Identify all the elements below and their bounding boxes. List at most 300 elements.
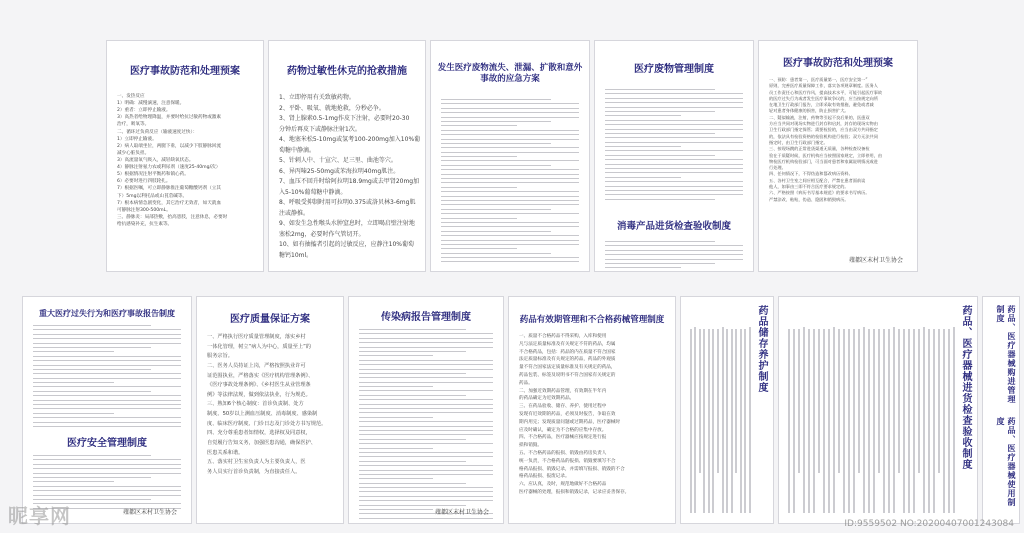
panel-bottom-3	[348, 296, 504, 524]
text-line	[441, 213, 579, 214]
text-line	[605, 111, 715, 112]
text-line	[359, 509, 433, 510]
text-column	[848, 329, 850, 513]
body-line: 指定时，由卫生行政部门指定。	[769, 139, 828, 145]
watermark-id: ID:9559502 NO:20200407001243084	[844, 519, 1014, 529]
text-line	[359, 404, 493, 405]
text-column	[878, 329, 880, 473]
text-line	[441, 248, 517, 249]
body-line: 二、医务人员持证上岗，严格按照执业许可	[207, 362, 306, 369]
text-column	[694, 327, 696, 513]
body-line: 给抗感染补充，抗生素等。	[117, 221, 173, 227]
text-column	[699, 329, 701, 473]
text-line	[359, 456, 493, 457]
text-line	[441, 130, 579, 131]
body-line: 4、地塞米松5-10mg或氢考100-200mg加入10%葡	[279, 136, 421, 143]
text-line	[605, 267, 681, 268]
text-column	[928, 329, 930, 513]
body-line: 1、立即停用有关致敏药物。	[279, 94, 355, 101]
text-column	[712, 329, 714, 513]
body-line: 糖钙10ml。	[279, 251, 313, 259]
text-line	[441, 152, 579, 153]
text-line	[359, 505, 466, 506]
panel-title: 药品储存养护制度	[756, 305, 767, 393]
text-line	[33, 468, 181, 469]
text-line	[359, 470, 493, 471]
panel-title: 药物过敏性休克的抢救措施	[287, 66, 407, 77]
text-column	[888, 329, 890, 513]
text-line	[359, 434, 493, 435]
body-line: 三、静脉炎：局部热敷，抬高患肢，注意休息，必要时	[117, 214, 228, 220]
panel-title: 医疗质量保证方案	[230, 314, 310, 325]
text-line	[441, 112, 579, 113]
text-line	[605, 89, 715, 90]
panel-top-5	[758, 40, 918, 272]
text-line	[359, 386, 433, 387]
text-column	[823, 329, 825, 513]
text-line	[605, 137, 743, 138]
panel-body	[605, 89, 743, 203]
text-line	[605, 263, 715, 264]
text-line	[605, 107, 743, 108]
text-line	[33, 373, 181, 374]
text-line	[441, 196, 579, 197]
panel-title: 药品有效期管理和不合格药械管理制度	[519, 315, 665, 325]
text-line	[441, 257, 579, 258]
text-line	[33, 413, 114, 414]
text-line	[359, 430, 493, 431]
text-line	[359, 347, 493, 348]
panel-top-4	[594, 40, 754, 272]
text-line	[441, 235, 579, 236]
panel-top-1	[106, 40, 264, 272]
text-line	[359, 355, 433, 356]
text-line	[359, 329, 466, 330]
body-line: 六、严格按照《病历书写基本规范》的要求书写病历。	[769, 190, 870, 196]
body-line: 三、按现场跳的正常进货渠道无质量，各种检查设备检	[769, 146, 870, 152]
text-line	[441, 134, 579, 135]
body-line: 损和销毁。	[519, 443, 542, 449]
panel-body	[279, 93, 421, 261]
text-line	[605, 177, 681, 178]
text-line	[605, 102, 743, 103]
body-line: 量不符合国家法定质量标准及有关规定的药品，	[519, 365, 616, 371]
body-line: 制度、50岁以上测血压制度、消毒制度、感染制	[207, 411, 318, 417]
watermark-logo: 昵享网	[8, 504, 71, 528]
body-line: 6）必要时进行四肢轮扎。	[117, 179, 171, 185]
text-line	[33, 347, 151, 348]
panel-body	[785, 327, 955, 513]
text-line	[33, 395, 181, 396]
text-column	[943, 329, 945, 513]
body-line: 3）高热者给物理降温，并要时给抗过敏药物或激素	[117, 115, 221, 121]
body-line: 一、发热反应	[117, 94, 145, 99]
text-line	[359, 373, 466, 374]
panel-footer: 薤都区末村卫生协会	[434, 509, 489, 516]
text-line	[359, 382, 493, 383]
text-line	[605, 172, 743, 173]
text-column	[953, 327, 955, 513]
text-line	[605, 181, 743, 182]
text-column	[731, 329, 733, 513]
text-line	[359, 377, 493, 378]
panel-bottom-7	[982, 296, 1020, 524]
text-line	[359, 412, 493, 413]
body-line: 医患关系和谐。	[207, 449, 244, 456]
text-line	[359, 342, 493, 343]
panel-body	[441, 99, 579, 266]
text-line	[605, 133, 715, 134]
body-line: 在地卫生行政部门报告，立即采取有效措施，避免或者减	[769, 102, 874, 108]
text-line	[359, 333, 493, 334]
text-line	[605, 115, 681, 116]
text-line	[441, 160, 579, 161]
text-column	[803, 327, 805, 513]
body-line: 医疗器械的处理，报损和销毁记录，记录应妥善保存。	[519, 489, 630, 495]
text-column	[722, 327, 724, 513]
body-line: 减少心脏负担。	[117, 150, 150, 156]
text-line	[605, 241, 715, 242]
text-line	[359, 408, 493, 409]
body-line: 8、呼吸受抑制时用可拉明0.375或洛贝林3-6mg肌	[279, 199, 416, 206]
text-line	[33, 325, 151, 326]
body-line: 药品包装、标签及说明书不符合国家有关规定的	[519, 372, 616, 378]
text-line	[441, 121, 551, 122]
text-column	[717, 329, 719, 473]
body-line: 下）5mg以利托品或山莨菪碱等。	[117, 193, 188, 199]
panel-title: 发生医疗废物流失、泄漏、扩散和意外事故的应急方案	[437, 63, 583, 85]
panel-body	[769, 77, 907, 203]
text-line	[359, 395, 466, 396]
text-column	[690, 329, 692, 513]
text-line	[605, 142, 743, 143]
text-column	[813, 329, 815, 513]
panel-body	[117, 93, 253, 228]
body-line: 凡与法定质量标准及有关规定不符的药品，均属	[519, 341, 616, 347]
panel-body	[359, 329, 493, 522]
text-line	[359, 500, 493, 501]
text-line	[605, 245, 743, 246]
text-line	[359, 399, 493, 400]
text-line	[33, 329, 181, 330]
text-line	[359, 369, 493, 370]
body-line: 注或静推。	[279, 209, 310, 217]
text-line	[33, 334, 181, 335]
text-line	[359, 421, 493, 422]
body-line: 分钟后再皮下或静脉注射1次。	[279, 125, 361, 133]
text-column	[798, 329, 800, 473]
body-line: 一、质量不合格药品不得采购，入库和使用	[519, 334, 607, 339]
body-line: 一、严格执行医疗质量管理制度，落实乡村	[207, 334, 306, 340]
body-line: 《医疗事故处理条例》、《乡村医生从业管理条	[207, 382, 311, 389]
body-line: 的，依法具有检验资格的检验机构进行检验；双方无法共同	[769, 133, 878, 139]
text-line	[605, 168, 743, 169]
text-line	[441, 218, 517, 219]
text-line	[605, 155, 715, 156]
text-line	[33, 422, 181, 423]
body-line: 不合格药品，包括：药品的内在质量不符合国家	[519, 349, 616, 355]
text-column	[868, 329, 870, 513]
text-column	[749, 327, 751, 513]
body-line: 统一负责，不合格药品的报损、销毁要填写不合	[519, 458, 616, 464]
text-column	[818, 329, 820, 473]
text-column	[873, 329, 875, 513]
panel-body-2	[605, 241, 743, 272]
panel-title: 医疗事故防范和处理预案	[783, 58, 893, 69]
body-line: 入5-10%葡萄糖中静滴。	[279, 188, 347, 196]
text-line	[359, 483, 466, 484]
text-line	[359, 364, 493, 365]
text-line	[605, 164, 743, 165]
text-line	[359, 417, 433, 418]
text-column	[703, 329, 705, 513]
text-line	[359, 452, 493, 453]
text-line	[441, 182, 579, 183]
text-line	[359, 478, 433, 479]
panel-title: 医疗事故防范和处理预案	[130, 66, 240, 77]
body-line: 9、如发生急性喉头水肿窒息时，立即喝启壁注射地	[279, 220, 415, 227]
text-column	[923, 327, 925, 513]
text-column	[908, 329, 910, 513]
text-column	[833, 327, 835, 513]
body-line: 二、循环过负荷反应（输液速度过快）：	[117, 129, 198, 135]
text-line	[605, 194, 743, 195]
text-line	[441, 165, 551, 166]
text-line	[441, 253, 551, 254]
text-column	[726, 329, 728, 513]
text-line	[441, 244, 579, 245]
body-line: 萄糖中静滴。	[279, 146, 316, 154]
text-line	[33, 464, 181, 465]
text-column	[708, 329, 710, 513]
body-line: 服务宗旨。	[207, 353, 233, 360]
body-line: 五、落实村卫生室负责人为主要负责人，医	[207, 459, 306, 466]
text-line	[605, 254, 743, 255]
body-line: 发现有近效期的药品，必须及时报告，争取在效	[519, 411, 616, 417]
body-line: 方应当共同对现场实物进行封存和启封，封存的现场实物由	[769, 121, 878, 127]
body-line: 2）病人取端坐位，两腿下垂，以减少下肢静脉回流	[117, 143, 221, 149]
text-column	[788, 329, 790, 513]
body-line: 1）立即停止输液。	[117, 136, 157, 142]
text-line	[441, 187, 517, 188]
body-line: 原则，完善医疗质量保障工作，落实各项规章制度。医务人	[769, 83, 878, 89]
panel-bottom-5	[680, 296, 774, 524]
text-line	[359, 390, 493, 391]
text-line	[33, 417, 181, 418]
text-line	[33, 481, 114, 482]
text-line	[33, 490, 181, 491]
body-line: 可静脉注射300-500mL。	[117, 207, 171, 213]
text-line	[441, 240, 579, 241]
panel-title: 重大医疗过失行为和医疗事故报告制度	[39, 309, 175, 318]
text-column	[903, 329, 905, 513]
body-line: 轻对患者身体健康的损害，防止损害扩大。	[769, 108, 849, 114]
body-line: 期内用完；发现质量问题或过期药品，医疗器械时	[519, 419, 621, 425]
text-line	[33, 426, 181, 427]
panel-title: 药品、医疗器械进货检查验收制度	[960, 305, 971, 470]
text-line	[33, 455, 151, 456]
panel-title-2: 药品、医疗器械使用制度	[996, 417, 1016, 507]
text-line	[359, 439, 466, 440]
text-line	[359, 443, 493, 444]
text-column	[863, 327, 865, 513]
body-line: 6、异丙嗪25-50mg或苯海拉明40mg肌注。	[279, 167, 400, 175]
text-line	[441, 261, 579, 262]
text-line	[441, 222, 579, 223]
body-line: 7）根本病情急剧变化，其它治疗无效者，如天就血	[117, 200, 221, 206]
text-line	[605, 250, 743, 251]
body-line: 法定质量标准及有关规定的药品，药品的外观质	[519, 357, 616, 363]
text-line	[33, 391, 151, 392]
body-line: 三、在药品验收、储存、养护、使用过程中	[519, 404, 607, 410]
text-line	[605, 186, 743, 187]
panel-top-2	[268, 40, 426, 272]
body-line: 药品。	[519, 380, 533, 386]
body-line: 他人，如事由三即不符合医疗要求规定的。	[769, 184, 849, 190]
text-column	[808, 329, 810, 513]
text-column	[933, 329, 935, 513]
body-line: 治疗，吸氧等。	[117, 122, 150, 128]
body-line: 例》等法律法规，做到依法执业，行为规范。	[207, 391, 311, 398]
text-line	[33, 486, 181, 487]
panel-title: 传染病报告管理制度	[381, 312, 471, 323]
text-line	[33, 408, 181, 409]
panel-bottom-2	[196, 296, 344, 524]
body-line: 严禁涂改、粘贴，伪造、隐匿和销毁病历。	[769, 196, 849, 202]
text-line	[605, 159, 743, 160]
text-line	[441, 209, 551, 210]
body-line: 务人员实行首诊负责制，为直接责任人。	[207, 468, 301, 475]
text-line	[441, 226, 579, 227]
body-line: 10、如有抽搐者引起的过敏反应，应静注10%葡萄	[279, 241, 414, 248]
body-line: 2、平卧、吸氧、就地抢救，分秒必争。	[279, 104, 385, 112]
panel-title: 医疗废物管理制度	[634, 64, 714, 75]
text-line	[441, 147, 579, 148]
text-line	[359, 426, 493, 427]
text-line	[33, 338, 181, 339]
text-line	[441, 156, 517, 157]
body-line: 四、不合格药品，医疗器械应按规定进行报	[519, 435, 607, 441]
panel-title-2: 医疗安全管理制度	[67, 438, 147, 449]
text-column	[883, 329, 885, 513]
text-line	[33, 369, 151, 370]
text-column	[918, 329, 920, 473]
text-line	[33, 477, 151, 478]
body-line: 7、血压不回升时给阿拉明18.9mg或去甲肾20mg加	[279, 178, 420, 185]
text-line	[605, 120, 743, 121]
text-line	[359, 491, 493, 492]
text-column	[948, 329, 950, 513]
panel-body	[519, 333, 665, 497]
text-line	[605, 150, 743, 151]
text-line	[33, 365, 181, 366]
body-line: 四、充分尊重患者知情权，选择权及同意权，	[207, 430, 311, 437]
text-line	[33, 495, 181, 496]
text-line	[359, 351, 466, 352]
panel-title-2: 消毒产品进货检查验收制度	[616, 221, 731, 232]
text-line	[441, 139, 579, 140]
panel-body	[207, 333, 333, 477]
text-column	[828, 329, 830, 513]
text-line	[605, 129, 743, 130]
body-line: 5）根据情况注射平衡药和镇心药。	[117, 172, 189, 178]
body-line: 格药品报损、销毁记录，并需填写报损、销毁的不合	[519, 466, 625, 472]
panel-body	[687, 327, 751, 513]
body-line: 验在于质疑时候，医疗机构应当按照国家规定，立即停用，由	[769, 152, 883, 158]
text-line	[33, 473, 181, 474]
text-column	[898, 329, 900, 473]
body-line: 二、加强近效期药品管理，有效期在半年内	[519, 388, 607, 394]
text-line	[33, 343, 181, 344]
text-line	[359, 360, 493, 361]
body-line: 度、临床医疗制度、门诊日志及门诊处方书写规范。	[207, 420, 327, 427]
text-column	[893, 327, 895, 513]
body-line: 六、应认真，及时，规范地做好不合格药品	[519, 482, 607, 488]
text-line	[359, 518, 493, 519]
body-line: 应及时确认，确定为不合格的应集中存放。	[519, 427, 607, 433]
body-line: 的药品确定为近效期药品。	[519, 396, 575, 402]
text-line	[359, 487, 493, 488]
text-line	[33, 386, 181, 387]
text-line	[33, 351, 114, 352]
text-line	[441, 204, 579, 205]
body-line: 格药品报损、报废记录。	[519, 474, 570, 480]
text-line	[441, 174, 579, 175]
body-line: 二、疑似输液，注射，药物等引起不良后果的，医患双	[769, 114, 870, 120]
text-line	[33, 400, 181, 401]
panel-footer: 薤都区末村卫生协会	[122, 509, 177, 516]
text-line	[605, 124, 743, 125]
body-line: 一、预防：患者第一，医疗质量第一，医疗安全第一”	[769, 77, 868, 82]
text-line	[441, 117, 579, 118]
body-line: 员工作责任心和医疗作风，提高技术水平，可能引起医疗事故	[769, 89, 883, 95]
text-line	[441, 99, 551, 100]
panel-bottom-1	[22, 296, 192, 524]
panel-bottom-4	[508, 296, 676, 524]
text-line	[359, 338, 493, 339]
text-column	[938, 329, 940, 473]
text-line	[605, 98, 743, 99]
body-line: 五、各村卫生室之间应相互配合，严禁在患者面前谈	[769, 177, 866, 183]
text-line	[33, 382, 114, 383]
text-column	[838, 329, 840, 473]
body-line: 7）根据医嘱，可立即静脉推注葡萄糖酸钙剂（立其	[117, 186, 221, 192]
text-line	[359, 465, 493, 466]
text-line	[605, 199, 715, 200]
body-line: 行处理。	[769, 165, 786, 171]
text-column	[843, 329, 845, 513]
body-line: 2）重者：立即停止输液。	[117, 108, 171, 114]
text-line	[359, 448, 433, 449]
text-line	[441, 169, 579, 170]
text-line	[33, 404, 181, 405]
body-line: 1）明确：减慢滴速，注意保暖。	[117, 101, 185, 107]
panel-footer: 薤都区末村卫生协会	[848, 257, 903, 264]
panel-bottom-6	[778, 296, 978, 524]
text-line	[605, 93, 743, 94]
body-line: 4）静脉注射氨力农或利尿剂（速度25-40mg/次）	[117, 165, 221, 171]
body-line: 一体化管理，树立“病人为中心，质量至上”的	[207, 343, 311, 350]
text-line	[441, 143, 551, 144]
body-line: 自觉履行告知义务，加强医患沟通，确保医护、	[207, 439, 316, 446]
text-column	[913, 329, 915, 513]
text-line	[359, 496, 493, 497]
text-line	[441, 178, 579, 179]
panel-top-3	[430, 40, 590, 272]
text-line	[33, 459, 181, 460]
text-line	[441, 191, 579, 192]
text-column	[740, 329, 742, 513]
